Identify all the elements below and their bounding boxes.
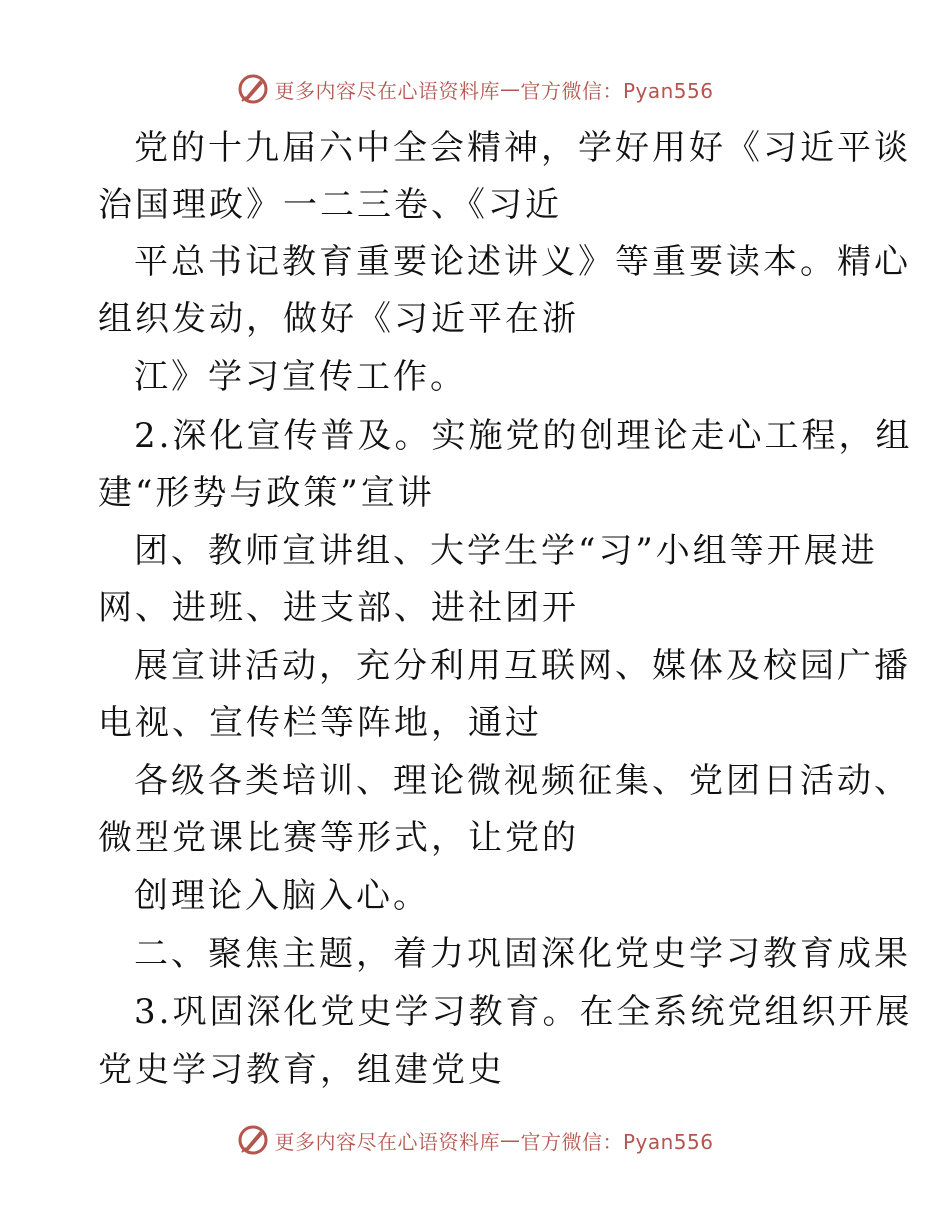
- footer-watermark-banner: [0, 1120, 950, 1160]
- banner-contact-text: 官方微信：Pyan556: [520, 1129, 714, 1154]
- quill-pen-icon: [236, 1123, 270, 1157]
- text-line: 展宣讲活动，充分利用互联网、媒体及校园广播: [134, 646, 911, 686]
- banner-separator: —: [499, 77, 521, 101]
- text-line: 建“形势与政策”宣讲: [98, 473, 435, 513]
- text-line: 党史学习教育，组建党史: [98, 1050, 505, 1090]
- banner-contact-text: 官方微信：Pyan556: [520, 78, 714, 103]
- section-heading: 二、聚焦主题，着力巩固深化党史学习教育成果: [134, 934, 911, 974]
- text-line: 电视、宣传栏等阵地，通过: [98, 703, 542, 743]
- banner-brand-text: 更多内容尽在心语资料库: [274, 1129, 500, 1154]
- text-line: 3.巩固深化党史学习教育。在全系统党组织开展: [134, 992, 913, 1032]
- text-line: 创理论入脑入心。: [134, 876, 430, 916]
- text-line: 江》学习宣传工作。: [134, 357, 467, 397]
- banner-brand-text: 更多内容尽在心语资料库: [274, 78, 500, 103]
- banner-separator: —: [499, 1128, 521, 1152]
- text-line: 2.深化宣传普及。实施党的创理论走心工程，组: [134, 416, 913, 456]
- text-line: 平总书记教育重要论述讲义》等重要读本。精心: [134, 242, 911, 282]
- text-line: 团、教师宣讲组、大学生学“习”小组等开展进: [134, 531, 878, 571]
- text-line: 治国理政》一二三卷、《习近: [98, 185, 562, 225]
- text-line: 党的十九届六中全会精神，学好用好《习近平谈: [134, 128, 911, 168]
- text-line: 各级各类培训、理论微视频征集、党团日活动、: [134, 761, 911, 801]
- text-line: 网、进班、进支部、进社团开: [98, 588, 579, 628]
- text-line: 组织发动，做好《习近平在浙: [98, 299, 579, 339]
- text-line: 微型党课比赛等形式，让党的: [98, 818, 579, 858]
